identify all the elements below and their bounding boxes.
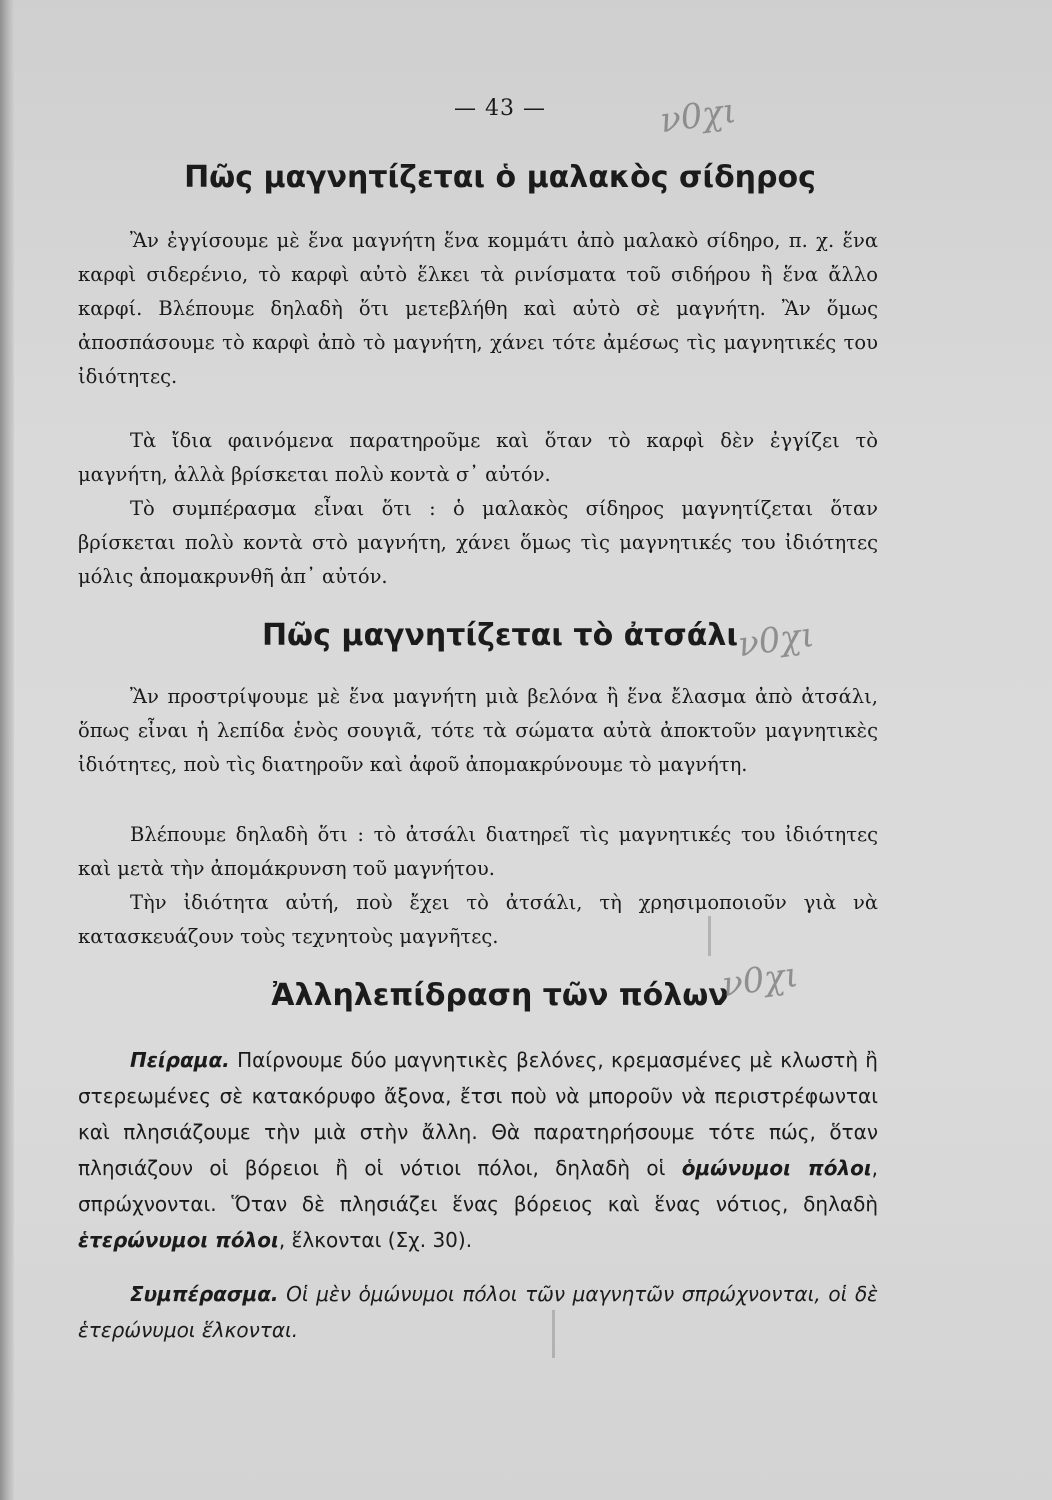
conclusion-label: Συμπέρασμα. [130, 1282, 279, 1306]
paragraph: Ἂν προστρίψουμε μὲ ἕνα μαγνήτη μιὰ βελόνα ἢ ἕνα ἔλασμα ἀπὸ ἀτσάλι, ὅπως εἶναι ἡ λεπίδα ἑνὸς σουγιᾶ, τότε τὰ σώματα αὐτὰ ἀποκτοῦν μαγνητικὲς ἰδιότητες, ποὺ τὶς διατηροῦν καὶ ἀφοῦ ἀπομακρύνουμε τὸ μαγνήτη. [78, 685, 878, 776]
conclusion-paragraph [78, 1276, 878, 1348]
page-binding-shadow [0, 0, 14, 1500]
paragraph: Τὰ ἴδια φαινόμενα παρατηροῦμε καὶ ὅταν τὸ καρφὶ δὲν ἐγγίζει τὸ μαγνήτη, ἀλλὰ βρίσκεται πολὺ κοντὰ σ᾽ αὐτόν. [78, 429, 878, 486]
section-title-poles-interaction: Ἀλληλεπίδραση τῶν πόλων [271, 978, 729, 1013]
experiment-text: Παίρνουμε δύο μαγνητικὲς βελόνες, κρεμασμένες μὲ κλωστὴ ἢ στερεωμένες σὲ κατακόρυφο ἄξονα, ἔτσι ποὺ νὰ μποροῦν νὰ περιστρέφωνται καὶ πλησιάζουμε τὴν μιὰ στὴν ἄλλη. Θὰ παρατηρήσουμε τότε πώς, ὅταν πλησιάζουν οἱ βόρειοι ἢ οἱ νότιοι πόλοι, δηλαδὴ οἱ [78, 1048, 878, 1180]
like-poles-term: ὁμώνυμοι πόλοι [681, 1156, 872, 1180]
pencil-mark [552, 1310, 555, 1358]
conclusion-text: Οἱ μὲν ὁμώνυμοι πόλοι τῶν μαγνητῶν σπρώχνονται, οἱ δὲ ἑτερώνυμοι ἕλκονται. [78, 1282, 878, 1342]
section-title-soft-iron: Πῶς μαγνητίζεται ὁ μαλακὸς σίδηρος [184, 160, 816, 195]
handwritten-note: ν0χι [657, 90, 739, 142]
experiment-label: Πείραμα. [130, 1048, 230, 1072]
pencil-mark [708, 916, 711, 956]
experiment-text: , ἕλκονται (Σχ. 30). [278, 1228, 473, 1252]
unlike-poles-term: ἑτερώνυμοι πόλοι [78, 1228, 279, 1252]
handwritten-note: ν0χι [735, 614, 817, 666]
experiment-text: , σπρώχνονται. Ὅταν δὲ πλησιάζει ἕνας βόρειος καὶ ἕνας νότιος, δηλαδὴ [78, 1156, 879, 1216]
section-title-steel: Πῶς μαγνητίζεται τὸ ἀτσάλι [261, 618, 739, 653]
paragraph: Τὸ συμπέρασμα εἶναι ὅτι : ὁ μαλακὸς σίδηρος μαγνητίζεται ὅταν βρίσκεται πολὺ κοντὰ στὸ μαγνήτη, χάνει ὅμως τὶς μαγνητικές του ἰδιότητες μόλις ἀπομακρυνθῆ ἀπ᾽ αὐτόν. [78, 497, 878, 588]
page-number: — 43 — [454, 96, 546, 121]
paragraph: Τὴν ἰδιότητα αὐτή, ποὺ ἔχει τὸ ἀτσάλι, τὴ χρησιμοποιοῦν γιὰ νὰ κατασκευάζουν τοὺς τεχνητοὺς μαγνῆτες. [78, 891, 878, 948]
paragraph: Ἂν ἐγγίσουμε μὲ ἕνα μαγνήτη ἕνα κομμάτι ἀπὸ μαλακὸ σίδηρο, π. χ. ἕνα καρφὶ σιδερένιο, τὸ καρφὶ αὐτὸ ἕλκει τὰ ρινίσματα τοῦ σιδήρου ἢ ἕνα ἄλλο καρφί. Βλέπουμε δηλαδὴ ὅτι μετεβλήθη καὶ αὐτὸ σὲ μαγνήτη. Ἂν ὅμως ἀποσπάσουμε τὸ καρφὶ ἀπὸ τὸ μαγνήτη, χάνει τότε ἀμέσως τὶς μαγνητικές του ἰδιότητες. [78, 229, 878, 388]
paragraph: Βλέπουμε δηλαδὴ ὅτι : τὸ ἀτσάλι διατηρεῖ τὶς μαγνητικές του ἰδιότητες καὶ μετὰ τὴν ἀπομάκρυνση τοῦ μαγνήτου. [78, 823, 878, 880]
experiment-paragraph [78, 1042, 878, 1258]
handwritten-note: ν0χι [719, 954, 801, 1006]
